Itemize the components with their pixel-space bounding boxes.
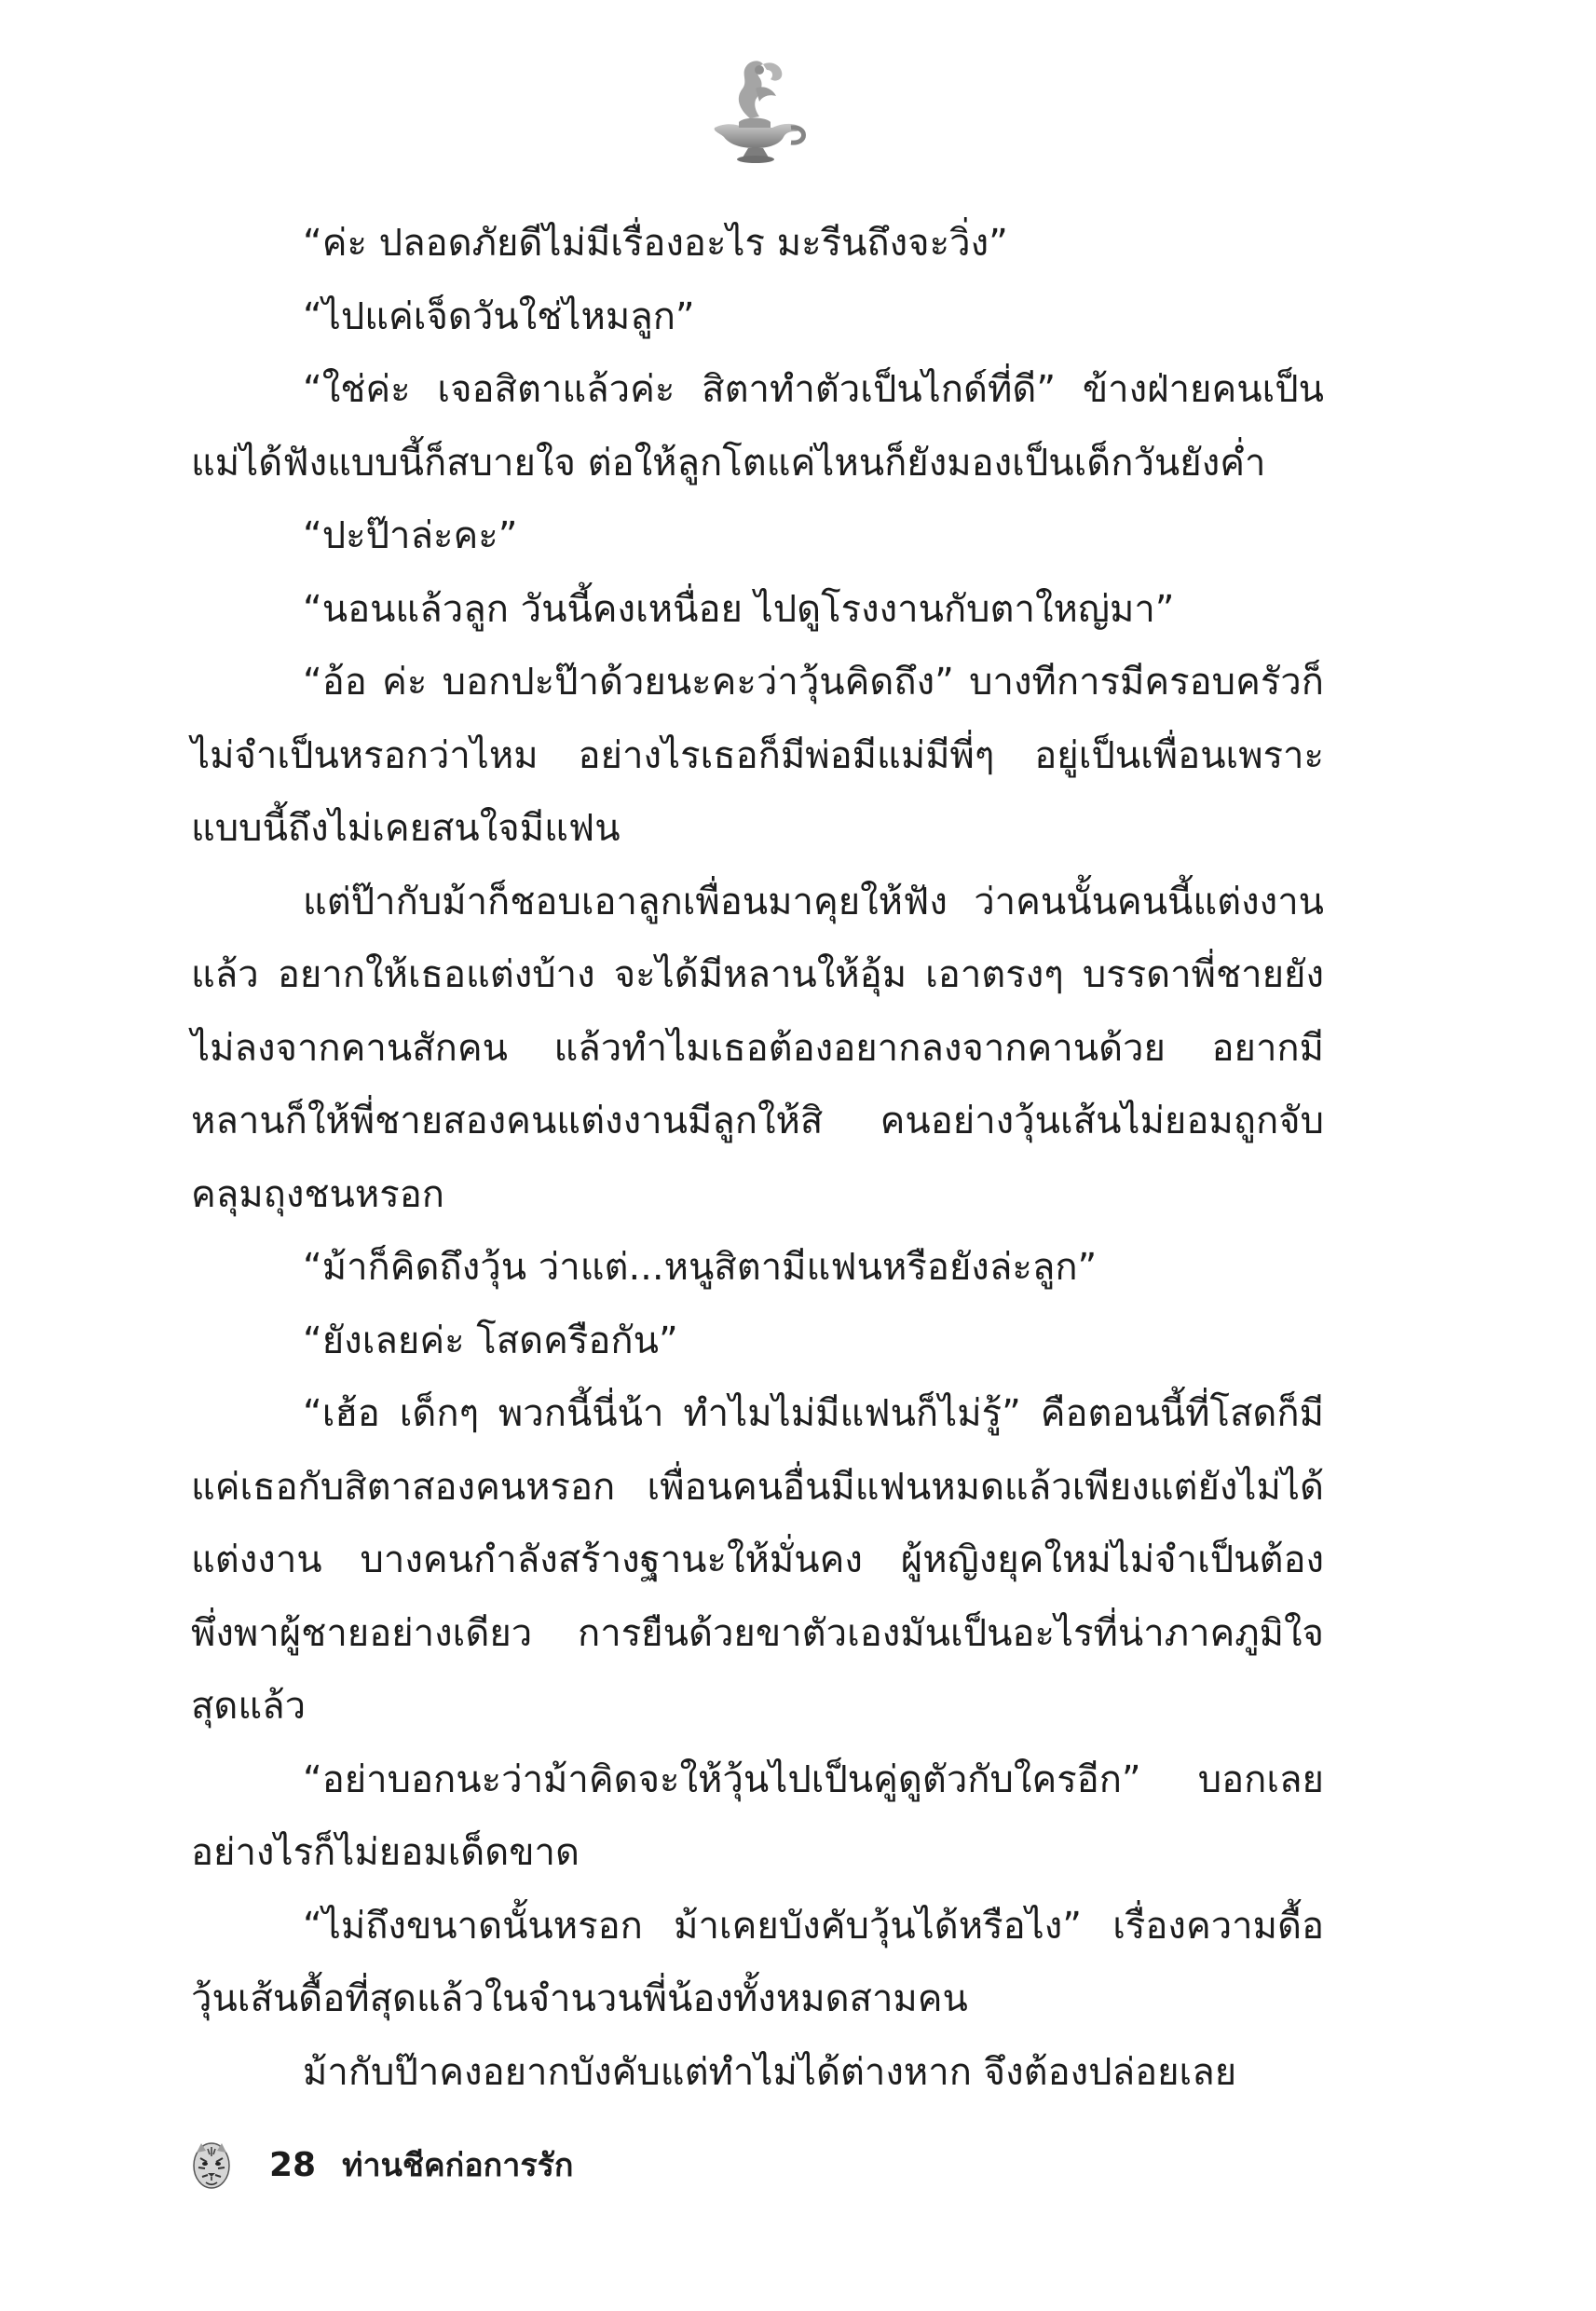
paragraph: “นอนแล้วลูก วันนี้คงเหนื่อย ไปดูโรงงานกับตาใหญ่มา” [303,587,1175,631]
paragraph: แต่ป๊ากับม้าก็ชอบเอาลูกเพื่อนมาคุยให้ฟัง ว่าคนนั้นคนนี้แต่งงานแล้ว อยากให้เธอแต่งบ้าง จะได้มีหลานให้อุ้ม เอาตรงๆ บรรดาพี่ชายยังไม่ลงจากคานสักคน แล้วทำไมเธอต้องอยากลงจากคานด้วย อยากมีหลานก็ให้พี่ชายสองคนแต่งงานมีลูกให้สิ คนอย่างวุ้นเส้นไม่ยอมถูกจับคลุมถุงชนหรอก [191,880,1324,1216]
paragraph: “อย่าบอกนะว่าม้าคิดจะให้วุ้นไปเป็นคู่ดูตัวกับใครอีก” บอกเลยอย่างไรก็ไม่ยอมเด็ดขาด [191,1757,1324,1874]
paragraph: “ไม่ถึงขนาดนั้นหรอก ม้าเคยบังคับวุ้นได้หรือไง” เรื่องความดื้อวุ้นเส้นดื้อที่สุดแล้วในจำนวนพี่น้องทั้งหมดสามคน [191,1904,1324,2020]
page-number: 28 [269,2145,317,2184]
paragraph: “ไปแค่เจ็ดวันใช่ไหมลูก” [303,294,695,338]
page-footer [191,2132,573,2197]
book-title: ท่านชีคก่อการรัก [342,2147,574,2184]
paragraph: “ยังเลยค่ะ โสดครือกัน” [303,1319,678,1362]
paragraph: “เฮ้อ เด็กๆ พวกนี้นี่น้า ทำไมไม่มีแฟนก็ไม่รู้” คือตอนนี้ที่โสดก็มีแค่เธอกับสิตาสองคนหรอก เพื่อนคนอื่นมีแฟนหมดแล้วเพียงแต่ยังไม่ได้แต่งงาน บางคนกำลังสร้างฐานะให้มั่นคง ผู้หญิงยุคใหม่ไม่จำเป็นต้องพึ่งพาผู้ชายอย่างเดียว การยืนด้วยขาตัวเองมันเป็นอะไรที่น่าภาคภูมิใจสุดแล้ว [191,1392,1324,1728]
paragraph: “ใช่ค่ะ เจอสิตาแล้วค่ะ สิตาทำตัวเป็นไกด์ที่ดี” ข้างฝ่ายคนเป็นแม่ได้ฟังแบบนี้ก็สบายใจ ต่อให้ลูกโตแค่ไหนก็ยังมองเป็นเด็กวันยังค่ำ [191,368,1324,485]
paragraph: ม้ากับป๊าคงอยากบังคับแต่ทำไม่ได้ต่างหาก จึงต้องปล่อยเลย [303,2050,1237,2094]
paragraph: “ปะป๊าล่ะคะ” [303,514,518,557]
genie-lamp-icon [694,51,815,172]
paragraph: “ค่ะ ปลอดภัยดีไม่มีเรื่องอะไร มะรีนถึงจะวิ่ง” [303,222,1008,265]
page-body [191,207,1324,2109]
paragraph: “ม้าก็คิดถึงวุ้น ว่าแต่...หนูสิตามีแฟนหรือยังล่ะลูก” [303,1246,1098,1289]
paragraph: “อ้อ ค่ะ บอกปะป๊าด้วยนะคะว่าวุ้นคิดถึง” บางทีการมีครอบครัวก็ไม่จำเป็นหรอกว่าไหม อย่างไรเธอก็มีพ่อมีแม่มีพี่ๆ อยู่เป็นเพื่อนเพราะแบบนี้ถึงไม่เคยสนใจมีแฟน [191,661,1324,850]
tiger-head-icon [191,2138,232,2192]
